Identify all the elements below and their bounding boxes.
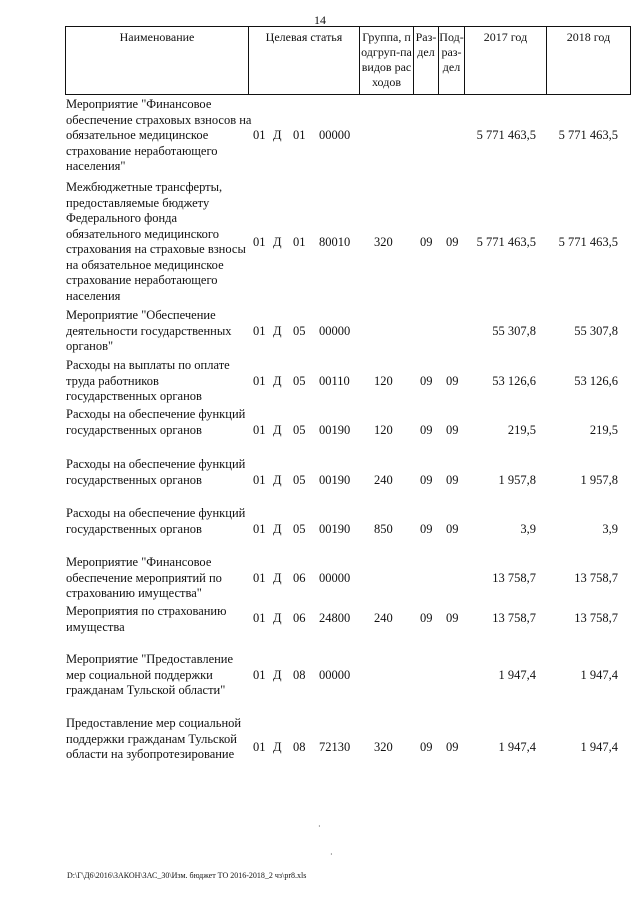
header-razdel: Раз-дел <box>413 27 438 94</box>
row-group: 320 <box>374 235 393 249</box>
row-letter: Д <box>273 571 282 585</box>
row-2017: 1 957,8 <box>498 473 536 487</box>
table-row <box>0 180 640 305</box>
row-2018: 1 957,8 <box>580 473 618 487</box>
row-program: 01 <box>253 235 266 249</box>
row-2017: 13 758,7 <box>492 611 536 625</box>
row-letter: Д <box>273 374 282 388</box>
table-header <box>65 26 631 95</box>
table-row <box>0 407 640 454</box>
row-letter: Д <box>273 522 282 536</box>
row-name: Расходы на выплаты по оплате труда работников государственных органов <box>66 358 230 403</box>
table-row <box>0 604 640 636</box>
header-group: Группа, подгруп-па видов расходов <box>359 27 413 94</box>
header-podrazdel: Под-раз-дел <box>438 27 464 94</box>
row-razdel: 09 <box>420 423 433 437</box>
row-subprogram: 01 <box>293 235 306 249</box>
table-row <box>0 652 640 699</box>
row-name: Расходы на обеспечение функций государственных органов <box>66 506 246 536</box>
row-group: 120 <box>374 423 393 437</box>
row-program: 01 <box>253 571 266 585</box>
row-razdel: 09 <box>420 374 433 388</box>
header-2017: 2017 год <box>464 27 546 94</box>
row-letter: Д <box>273 128 282 142</box>
row-subprogram: 01 <box>293 128 306 142</box>
row-name: Расходы на обеспечение функций государственных органов <box>66 457 246 487</box>
row-name: Мероприятие "Финансовое обеспечение страховых взносов на обязательное медицинское страхование неработающего населения" <box>66 97 252 173</box>
row-direction: 00190 <box>319 423 351 437</box>
row-2018: 1 947,4 <box>580 740 618 754</box>
row-letter: Д <box>273 324 282 338</box>
row-podrazdel: 09 <box>446 522 459 536</box>
row-razdel: 09 <box>420 235 433 249</box>
table-row <box>0 457 640 504</box>
header-target: Целевая статья <box>248 27 359 94</box>
row-2018: 5 771 463,5 <box>558 235 618 249</box>
row-group: 240 <box>374 473 393 487</box>
row-program: 01 <box>253 740 266 754</box>
row-program: 01 <box>253 522 266 536</box>
row-direction: 00000 <box>319 324 351 338</box>
header-2018: 2018 год <box>546 27 630 94</box>
page-number: 14 <box>314 13 326 27</box>
row-subprogram: 05 <box>293 522 306 536</box>
row-direction: 00000 <box>319 128 351 142</box>
row-name: Мероприятие "Предоставление мер социальной поддержки гражданам Тульской области" <box>66 652 234 697</box>
row-subprogram: 05 <box>293 473 306 487</box>
row-subprogram: 05 <box>293 324 306 338</box>
row-2017: 5 771 463,5 <box>476 235 536 249</box>
row-letter: Д <box>273 473 282 487</box>
row-2018: 55 307,8 <box>574 324 618 338</box>
table-row <box>0 97 640 175</box>
row-program: 01 <box>253 611 266 625</box>
row-razdel: 09 <box>420 522 433 536</box>
row-2017: 5 771 463,5 <box>476 128 536 142</box>
row-razdel: 09 <box>420 740 433 754</box>
row-2018: 1 947,4 <box>580 668 618 682</box>
row-group: 240 <box>374 611 393 625</box>
row-podrazdel: 09 <box>446 423 459 437</box>
row-podrazdel: 09 <box>446 374 459 388</box>
row-name: Предоставление мер социальной поддержки гражданам Тульской области на зубопротезирование <box>66 716 242 761</box>
row-2018: 5 771 463,5 <box>558 128 618 142</box>
row-podrazdel: 09 <box>446 473 459 487</box>
row-direction: 72130 <box>319 740 351 754</box>
row-direction: 24800 <box>319 611 351 625</box>
row-name: Мероприятие "Обеспечение деятельности государственных органов" <box>66 308 232 353</box>
row-subprogram: 06 <box>293 611 306 625</box>
row-2017: 55 307,8 <box>492 324 536 338</box>
row-subprogram: 08 <box>293 668 306 682</box>
row-name: Расходы на обеспечение функций государственных органов <box>66 407 246 437</box>
row-2017: 1 947,4 <box>498 740 536 754</box>
row-group: 320 <box>374 740 393 754</box>
row-razdel: 09 <box>420 611 433 625</box>
row-program: 01 <box>253 324 266 338</box>
row-2018: 13 758,7 <box>574 611 618 625</box>
row-2018: 219,5 <box>589 423 618 437</box>
row-name: Мероприятие "Финансовое обеспечение мероприятий по страхованию имущества" <box>66 555 222 600</box>
row-direction: 00190 <box>319 473 351 487</box>
row-program: 01 <box>253 128 266 142</box>
row-direction: 80010 <box>319 235 351 249</box>
row-2017: 3,9 <box>520 522 536 536</box>
row-program: 01 <box>253 374 266 388</box>
table-row <box>0 716 640 779</box>
row-razdel: 09 <box>420 473 433 487</box>
row-letter: Д <box>273 740 282 754</box>
row-subprogram: 08 <box>293 740 306 754</box>
row-subprogram: 05 <box>293 374 306 388</box>
row-2018: 3,9 <box>602 522 618 536</box>
row-direction: 00190 <box>319 522 351 536</box>
scan-speck: · <box>330 850 333 859</box>
row-letter: Д <box>273 668 282 682</box>
row-subprogram: 05 <box>293 423 306 437</box>
row-2017: 219,5 <box>507 423 536 437</box>
row-podrazdel: 09 <box>446 235 459 249</box>
row-2017: 13 758,7 <box>492 571 536 585</box>
row-letter: Д <box>273 235 282 249</box>
row-podrazdel: 09 <box>446 611 459 625</box>
header-name: Наименование <box>119 30 195 44</box>
row-name: Мероприятия по страхованию имущества <box>66 604 227 634</box>
row-letter: Д <box>273 611 282 625</box>
table-row <box>0 555 640 602</box>
row-letter: Д <box>273 423 282 437</box>
row-2017: 1 947,4 <box>498 668 536 682</box>
table-row <box>0 358 640 405</box>
row-subprogram: 06 <box>293 571 306 585</box>
row-2018: 13 758,7 <box>574 571 618 585</box>
table-row <box>0 308 640 355</box>
row-2017: 53 126,6 <box>492 374 536 388</box>
row-podrazdel: 09 <box>446 740 459 754</box>
table-row <box>0 506 640 553</box>
row-program: 01 <box>253 668 266 682</box>
row-program: 01 <box>253 423 266 437</box>
row-name: Межбюджетные трансферты, предоставляемые бюджету Федерального фонда обязательного медицинского страхования на страховые взносы на обязательное медицинское страхование неработающего населения <box>66 180 246 303</box>
file-path-footer: D:\Г\Д6\2016\ЗАКОН\ЗАС_30\Изм. бюджет ТО 2016-2018_2 чз\pr8.xls <box>67 871 307 880</box>
row-direction: 00110 <box>319 374 350 388</box>
row-direction: 00000 <box>319 571 351 585</box>
row-2018: 53 126,6 <box>574 374 618 388</box>
scan-speck: · <box>318 822 321 831</box>
row-group: 120 <box>374 374 393 388</box>
row-direction: 00000 <box>319 668 351 682</box>
row-program: 01 <box>253 473 266 487</box>
row-group: 850 <box>374 522 393 536</box>
